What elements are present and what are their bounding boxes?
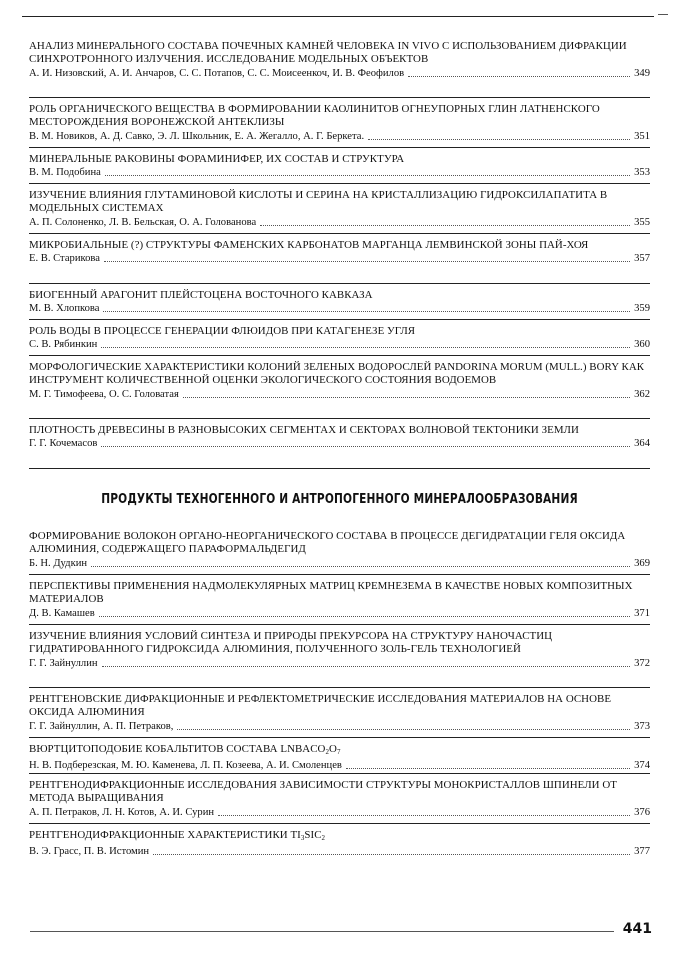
entry-authors-line: [29, 252, 650, 265]
entry-authors-line: [29, 437, 650, 450]
entry-page: 371: [634, 607, 650, 619]
entry-authors: В. Э. Грасс, П. В. Истомин: [29, 846, 150, 858]
entry-page: 351: [634, 130, 650, 142]
formula-subscript: 3: [300, 834, 305, 842]
entry-title: МОРФОЛОГИЧЕСКИЕ ХАРАКТЕРИСТИКИ КОЛОНИЙ ЗЕЛЕНЫХ ВОДОРОСЛЕЙ PANDORINA MORUM (MULL.) BORY КАК ИНСТРУМЕНТ КОЛИЧЕСТВЕННОЙ ОЦЕНКИ ЭКОЛОГИЧЕСКОГО СОСТОЯНИЯ ВОДОЕМОВ: [29, 361, 645, 387]
entry-authors: М. Г. Тимофеева, О. С. Головатая: [29, 388, 179, 400]
contents-section-2: [0, 530, 679, 859]
toc-entry: [29, 289, 650, 320]
entry-authors: Г. Г. Зайнуллин: [29, 657, 98, 669]
entry-page: 372: [634, 657, 650, 669]
entry-title: МИКРОБИАЛЬНЫЕ (?) СТРУКТУРЫ ФАМЕНСКИХ КАРБОНАТОВ МАРГАНЦА ЛЕМВИНСКОЙ ЗОНЫ ПАЙ-ХОЯ: [29, 239, 589, 251]
entry-title: АНАЛИЗ МИНЕРАЛЬНОГО СОСТАВА ПОЧЕЧНЫХ КАМНЕЙ ЧЕЛОВЕКА IN VIVO С ИСПОЛЬЗОВАНИЕМ ДИФРАКЦИИ СИНХРОТРОННОГО ИЗЛУЧЕНИЯ. ИССЛЕДОВАНИЕ МОДЕЛЬНЫХ ОБЪЕКТОВ: [29, 40, 627, 66]
leader-dots: [260, 225, 630, 226]
toc-entry: [29, 361, 650, 419]
entry-page: 364: [634, 438, 650, 450]
entry-authors: М. В. Хлопкова: [29, 303, 100, 315]
toc-entry: [29, 424, 650, 469]
entry-authors: Г. Г. Кочемасов: [29, 438, 98, 450]
leader-dots: [91, 566, 630, 567]
entry-authors-line: [29, 657, 650, 670]
entry-authors-line: [29, 338, 650, 351]
entry-title: ИЗУЧЕНИЕ ВЛИЯНИЯ УСЛОВИЙ СИНТЕЗА И ПРИРОДЫ ПРЕКУРСОРА НА СТРУКТУРУ НАНОЧАСТИЦ ГИДРАТИРОВАННОГО ГИДРОКСИДА АЛЮМИНИЯ, ПОЛУЧЕННОГО ЗОЛЬ-ГЕЛЬ ТЕХНОЛОГИЕЙ: [29, 630, 553, 656]
entry-title: РЕНТГЕНОДИФРАКЦИОННЫЕ ИССЛЕДОВАНИЯ ЗАВИСИМОСТИ СТРУКТУРЫ МОНОКРИСТАЛЛОВ ШПИНЕЛИ ОТ МЕТОДА ВЫРАЩИВАНИЯ: [29, 779, 617, 805]
entry-authors: А. П. Солоненко, Л. В. Бельская, О. А. Голованова: [29, 216, 257, 228]
entry-authors-line: [29, 557, 650, 570]
entry-authors: В. М. Подобина: [29, 167, 101, 179]
leader-dots: [183, 397, 630, 398]
entry-title: РОЛЬ ВОДЫ В ПРОЦЕССЕ ГЕНЕРАЦИИ ФЛЮИДОВ ПРИ КАТАГЕНЕЗЕ УГЛЯ: [29, 325, 416, 337]
entry-page: 357: [634, 253, 650, 265]
formula-subscript: 2: [321, 834, 326, 842]
page-number: 441: [622, 921, 652, 937]
entry-title: ИЗУЧЕНИЕ ВЛИЯНИЯ ГЛУТАМИНОВОЙ КИСЛОТЫ И СЕРИНА НА КРИСТАЛЛИЗАЦИЮ ГИДРОКСИЛАПАТИТА В МОДЕЛЬНЫХ СИСТЕМАХ: [29, 189, 608, 215]
bottom-rule: [30, 931, 614, 932]
entry-title-text: ВЮРТЦИТОПОДОБИЕ КОБАЛЬТИТОВ СОСТАВА LNBACO: [29, 743, 326, 755]
entry-authors: А. П. Петраков, Л. Н. Котов, А. И. Сурин: [29, 806, 215, 818]
entry-page: 360: [634, 339, 650, 351]
entry-page: 374: [634, 760, 650, 772]
entry-page: 369: [634, 557, 650, 569]
entry-page: 376: [634, 806, 650, 818]
entry-authors: Г. Г. Зайнуллин, А. П. Петраков,: [29, 720, 174, 732]
toc-entry: [29, 580, 650, 625]
entry-title: ПЛОТНОСТЬ ДРЕВЕСИНЫ В РАЗНОВЫСОКИХ СЕГМЕНТАХ И СЕКТОРАХ ВОЛНОВОЙ ТЕКТОНИКИ ЗЕМЛИ: [29, 424, 579, 436]
entry-page: 359: [634, 303, 650, 315]
toc-entry: [29, 103, 650, 148]
entry-authors-line: [29, 302, 650, 315]
entry-page: 373: [634, 720, 650, 732]
leader-dots: [218, 815, 630, 816]
entry-title-text: РЕНТГЕНОДИФРАКЦИОННЫЕ ХАРАКТЕРИСТИКИ TI: [29, 829, 301, 841]
entry-title: ФОРМИРОВАНИЕ ВОЛОКОН ОРГАНО-НЕОРГАНИЧЕСКОГО СОСТАВА В ПРОЦЕССЕ ДЕГИДРАТАЦИИ ГЕЛЯ ОКСИДА АЛЮМИНИЯ, СОДЕРЖАЩЕГО ПАРАФОРМАЛЬДЕГИД: [29, 530, 626, 556]
entry-title: БИОГЕННЫЙ АРАГОНИТ ПЛЕЙСТОЦЕНА ВОСТОЧНОГО КАВКАЗА: [29, 289, 373, 301]
leader-dots: [103, 311, 630, 312]
toc-entry: [29, 325, 650, 356]
toc-entry: [29, 829, 650, 859]
entry-authors-line: [29, 806, 650, 819]
leader-dots: [101, 347, 630, 348]
entry-authors-line: [29, 720, 650, 733]
entry-authors-line: [29, 759, 650, 772]
leader-dots: [368, 139, 630, 140]
entry-page: 362: [634, 388, 650, 400]
toc-entry: [29, 239, 650, 284]
toc-entry: [29, 779, 650, 824]
entry-authors-line: [29, 388, 650, 401]
entry-authors: А. И. Низовский, А. И. Анчаров, С. С. Потапов, С. С. Моисеенкоч, И. В. Феофилов: [29, 67, 405, 79]
leader-dots: [101, 446, 630, 447]
formula-subscript: 7: [336, 748, 341, 756]
entry-title-text: O: [329, 743, 337, 755]
entry-title: МИНЕРАЛЬНЫЕ РАКОВИНЫ ФОРАМИНИФЕР, ИХ СОСТАВ И СТРУКТУРА: [29, 153, 405, 165]
leader-dots: [104, 261, 630, 262]
leader-dots: [408, 76, 630, 77]
leader-dots: [105, 175, 630, 176]
entry-authors-line: [29, 216, 650, 229]
contents-section-1: [0, 40, 679, 469]
entry-authors: В. М. Новиков, А. Д. Савко, Э. Л. Школьник, Е. А. Жегалло, А. Г. Беркета.: [29, 130, 365, 142]
entry-authors: Е. В. Старикова: [29, 253, 100, 265]
entry-page: 349: [634, 67, 650, 79]
entry-page: 377: [634, 846, 650, 858]
entry-authors: Д. В. Камашев: [29, 607, 95, 619]
entry-page: 353: [634, 167, 650, 179]
formula-subscript: 2: [325, 748, 330, 756]
entry-authors-line: [29, 67, 650, 80]
toc-entry: [29, 630, 650, 688]
toc-entry: [29, 40, 650, 98]
entry-title-text: SIC: [304, 829, 322, 841]
leader-dots: [346, 768, 630, 769]
entry-authors: Н. В. Подберезская, М. Ю. Каменева, Л. П. Козеева, А. И. Смоленцев: [29, 760, 342, 772]
toc-entry: [29, 153, 650, 184]
entry-authors-line: [29, 845, 650, 858]
toc-entry: [29, 743, 650, 774]
entry-authors: С. В. Рябинкин: [29, 339, 98, 351]
entry-authors-line: [29, 130, 650, 143]
toc-entry: [29, 530, 650, 575]
entry-title: ПЕРСПЕКТИВЫ ПРИМЕНЕНИЯ НАДМОЛЕКУЛЯРНЫХ МАТРИЦ КРЕМНЕЗЕМА В КАЧЕСТВЕ НОВЫХ КОМПОЗИТНЫХ МАТЕРИАЛОВ: [29, 580, 633, 606]
section-heading: ПРОДУКТЫ ТЕХНОГЕННОГО И АНТРОПОГЕННОГО МИНЕРАЛООБРАЗОВАНИЯ: [101, 491, 578, 507]
entry-title: РОЛЬ ОРГАНИЧЕСКОГО ВЕЩЕСТВА В ФОРМИРОВАНИИ КАОЛИНИТОВ ОГНЕУПОРНЫХ ГЛИН ЛАТНЕНСКОГО МЕСТОРОЖДЕНИЯ ВОРОНЕЖСКОЙ АНТЕКЛИЗЫ: [29, 103, 600, 129]
entry-authors-line: [29, 166, 650, 179]
entry-title: РЕНТГЕНОВСКИЕ ДИФРАКЦИОННЫЕ И РЕФЛЕКТОМЕТРИЧЕСКИЕ ИССЛЕДОВАНИЯ МАТЕРИАЛОВ НА ОСНОВЕ ОКСИДА АЛЮМИНИЯ: [29, 693, 612, 719]
entry-title: [29, 743, 650, 759]
toc-entry: [29, 189, 650, 234]
entry-authors-line: [29, 607, 650, 620]
toc-entry: [29, 693, 650, 738]
leader-dots: [153, 854, 630, 855]
leader-dots: [102, 666, 631, 667]
entry-authors: Б. Н. Дудкин: [29, 557, 88, 569]
entry-title: [29, 829, 650, 845]
entry-page: 355: [634, 216, 650, 228]
top-rule: [22, 16, 654, 17]
leader-dots: [177, 729, 630, 730]
leader-dots: [99, 616, 630, 617]
